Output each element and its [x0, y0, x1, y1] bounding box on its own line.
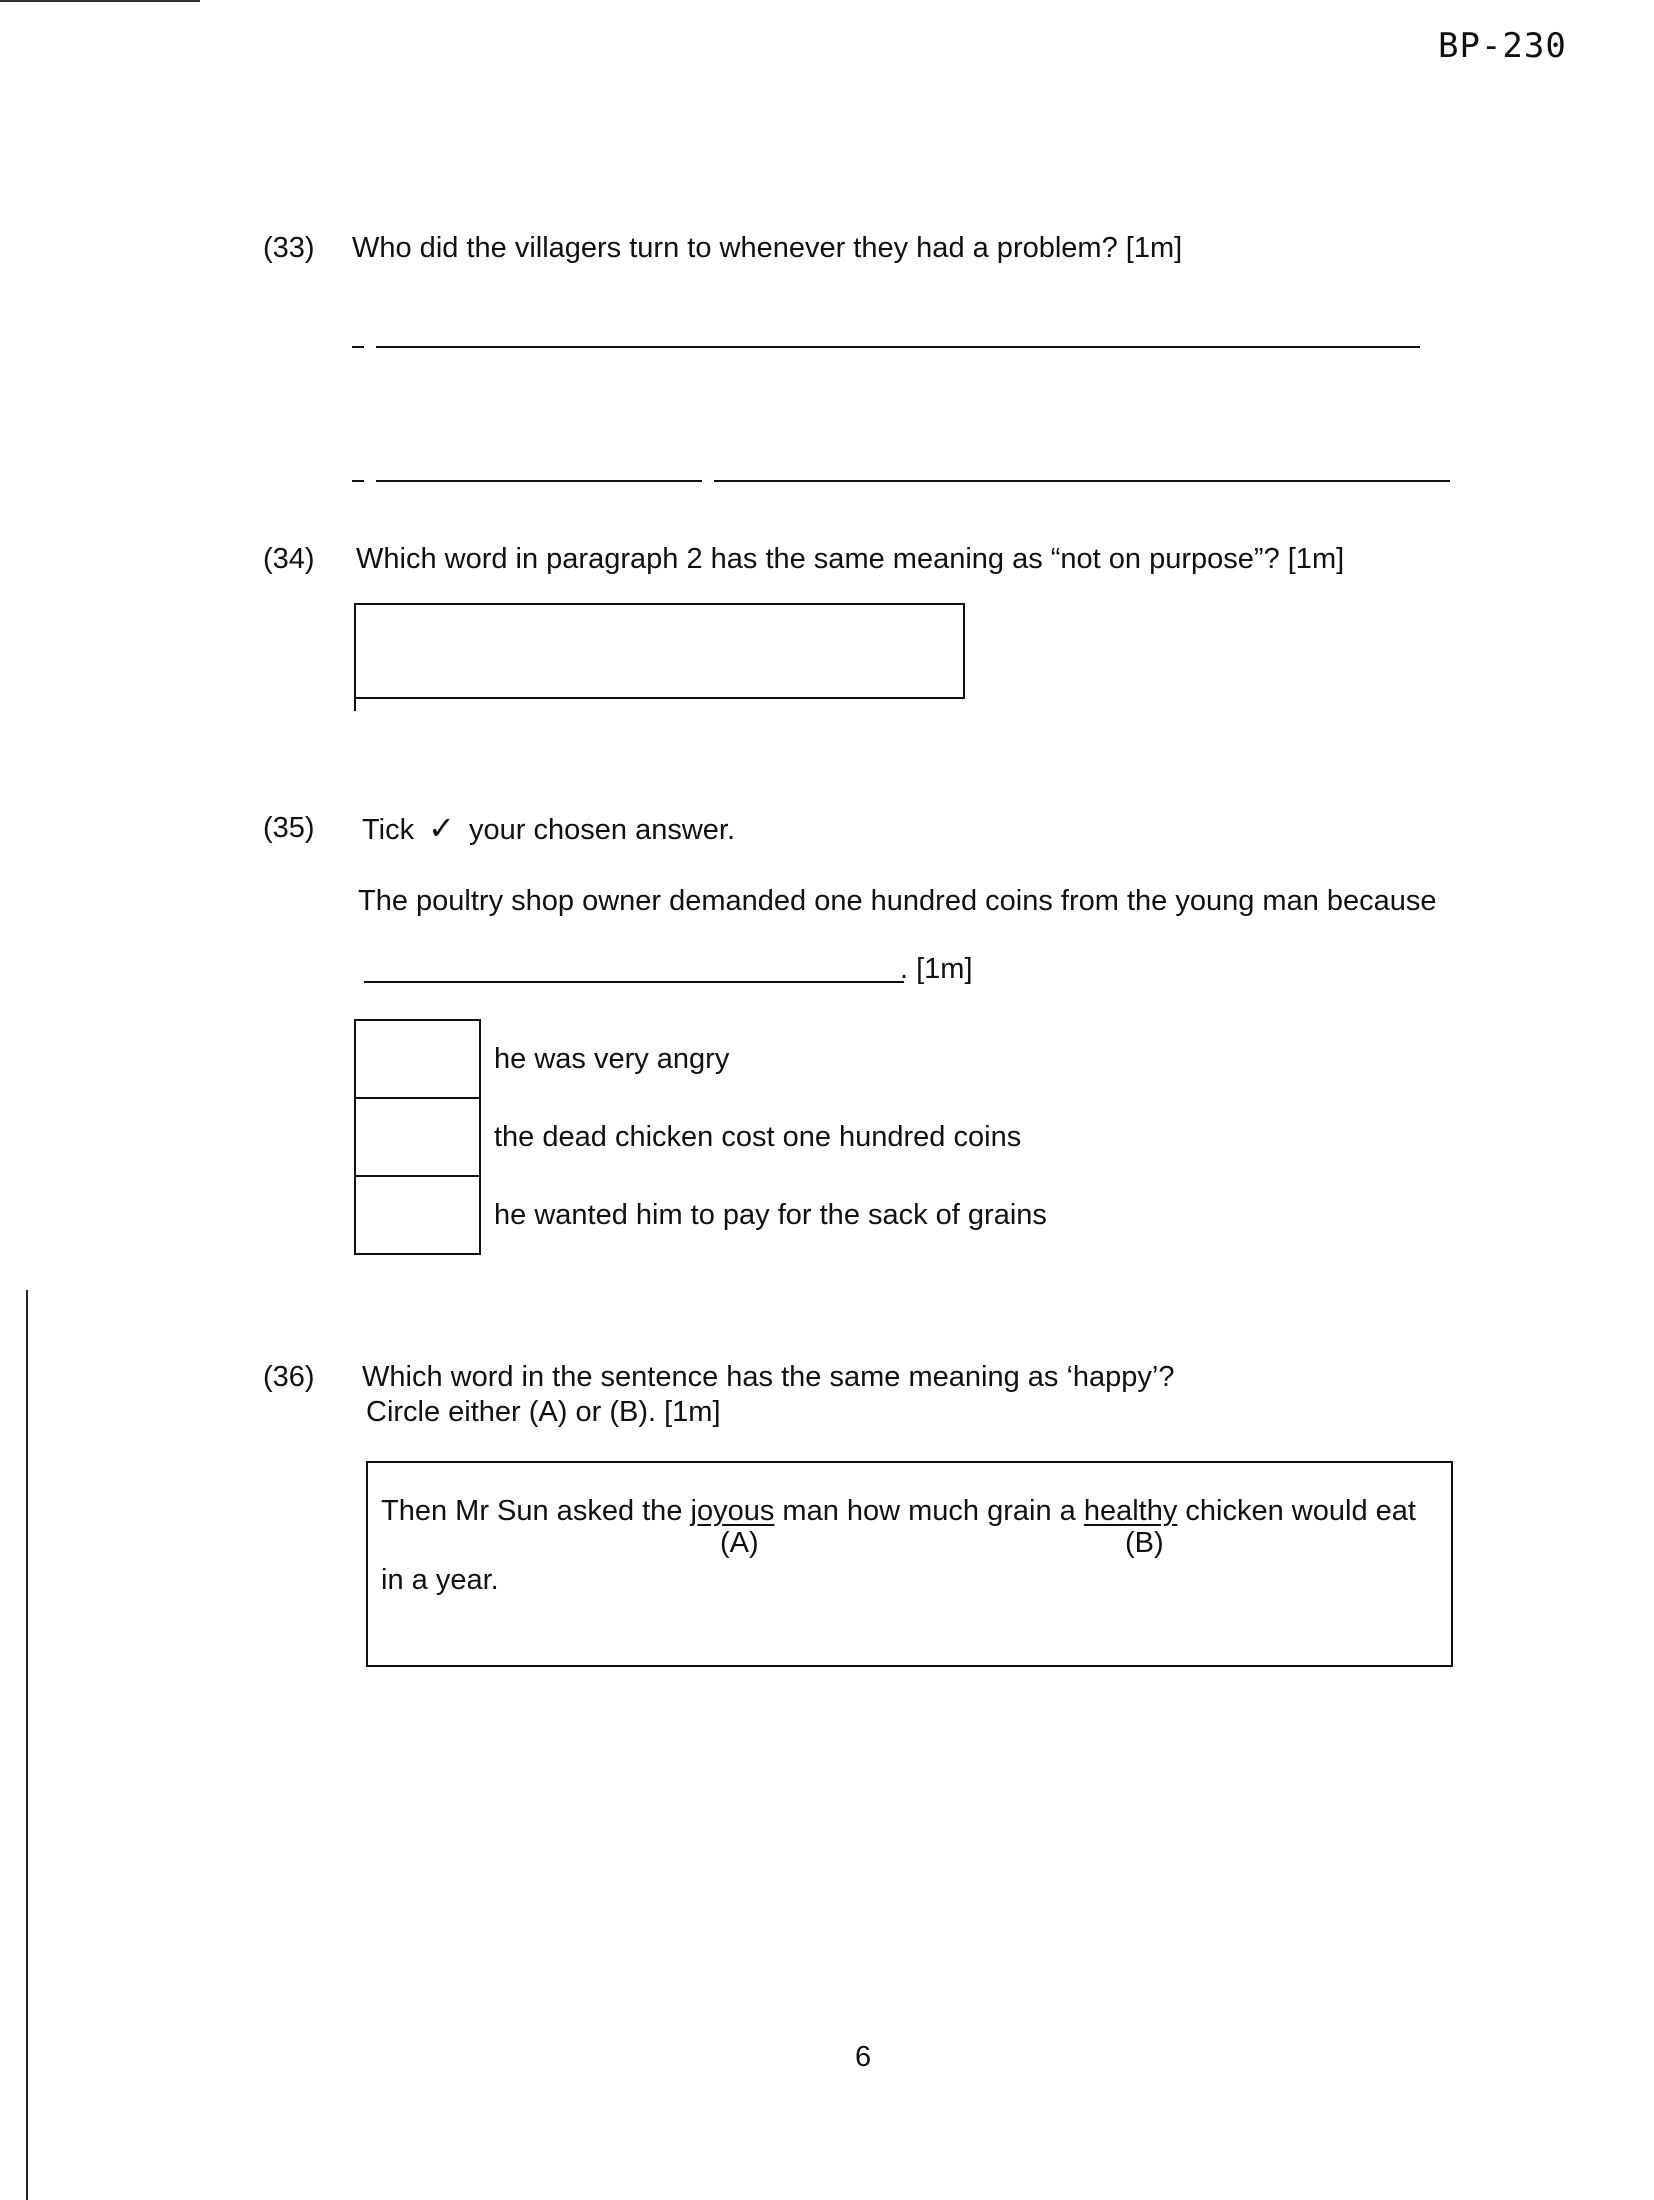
sentence-after-b: chicken would eat	[1185, 1495, 1416, 1527]
page-number: 6	[855, 2041, 872, 2073]
page-code: BP-230	[1438, 26, 1567, 66]
question-36-sentence-box	[366, 1461, 1453, 1667]
question-34-box-tail	[354, 697, 356, 711]
question-33-answer-line-2[interactable]	[352, 462, 1452, 482]
tick-icon: ✓	[428, 809, 455, 847]
question-35-blank-suffix: . [1m]	[900, 953, 973, 985]
question-36-sentence-line-1	[381, 1494, 1416, 1528]
question-36-sentence-line-2: in a year.	[381, 1564, 499, 1596]
scan-top-line	[0, 0, 200, 2]
option-2-checkbox[interactable]	[354, 1097, 481, 1177]
option-2-label: the dead chicken cost one hundred coins	[494, 1121, 1022, 1153]
option-b-label[interactable]: (B)	[1125, 1527, 1164, 1559]
question-33-text: Who did the villagers turn to whenever they had a problem? [1m]	[352, 232, 1183, 264]
option-1-label: he was very angry	[494, 1043, 730, 1075]
question-35-blank	[364, 950, 904, 984]
question-35-stem: The poultry shop owner demanded one hundred coins from the young man because	[358, 885, 1437, 917]
option-b-word[interactable]: healthy	[1083, 1495, 1178, 1527]
question-33-answer-line-1[interactable]	[352, 328, 1452, 348]
option-3-label: he wanted him to pay for the sack of grains	[494, 1199, 1047, 1231]
option-1-checkbox[interactable]	[354, 1019, 481, 1099]
question-36-line-1: Which word in the sentence has the same meaning as ‘happy’?	[362, 1361, 1175, 1393]
question-35-instruction-post: your chosen answer.	[469, 814, 736, 846]
question-35-instruction	[362, 811, 735, 847]
question-35-number: (35)	[263, 812, 315, 844]
question-34-text: Which word in paragraph 2 has the same meaning as “not on purpose”? [1m]	[356, 543, 1345, 575]
sentence-before-a: Then Mr Sun asked the	[381, 1495, 683, 1527]
question-36-line-2: Circle either (A) or (B). [1m]	[366, 1396, 721, 1428]
sentence-between: man how much grain a	[782, 1495, 1076, 1527]
question-36-number: (36)	[263, 1361, 315, 1393]
option-a-label[interactable]: (A)	[720, 1527, 759, 1559]
scan-left-edge	[26, 1290, 28, 2200]
question-34-answer-box[interactable]	[354, 603, 965, 699]
option-3-checkbox[interactable]	[354, 1175, 481, 1255]
question-34-number: (34)	[263, 543, 315, 575]
question-33-number: (33)	[263, 232, 315, 264]
option-a-word[interactable]: joyous	[690, 1495, 775, 1527]
question-35-instruction-pre: Tick	[362, 814, 415, 846]
